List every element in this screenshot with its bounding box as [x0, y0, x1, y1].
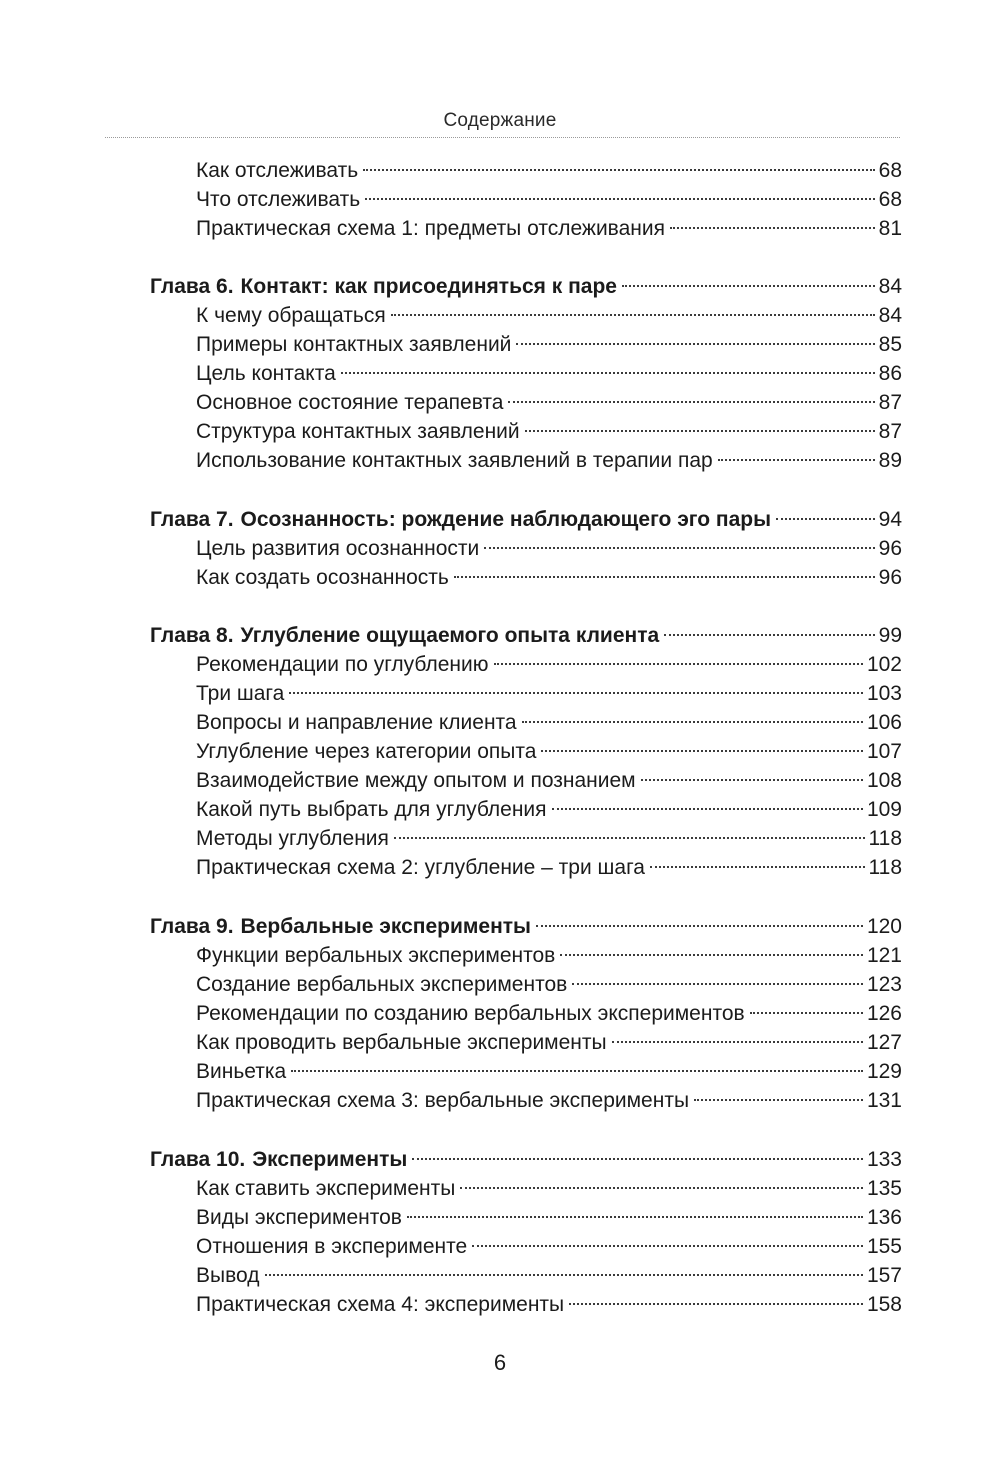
- toc-entry: [196, 1261, 902, 1291]
- toc-entry: [196, 301, 902, 331]
- toc-page-number: 84: [878, 304, 902, 327]
- dot-leader: [265, 1274, 863, 1276]
- toc-page-number: 96: [878, 537, 902, 560]
- toc-entry: [196, 214, 902, 244]
- dot-leader: [522, 721, 863, 723]
- chapter-title: Контакт: как присоединяться к паре: [240, 275, 617, 298]
- toc-entry-title: [150, 621, 659, 651]
- toc-page-number: 123: [866, 973, 902, 996]
- toc-page-number: 133: [866, 1148, 902, 1171]
- toc-entry-title: Как отслеживать: [196, 159, 359, 182]
- dot-leader: [641, 779, 863, 781]
- toc-chapter-entry: [150, 505, 902, 535]
- toc-entry-title: Практическая схема 2: углубление – три шага: [196, 856, 645, 879]
- toc-entry: [196, 1174, 902, 1204]
- toc-entry-title: Цель контакта: [196, 362, 336, 385]
- toc-entry-title: Как проводить вербальные эксперименты: [196, 1031, 607, 1054]
- toc-page-number: 118: [868, 827, 902, 850]
- chapter-title: Вербальные эксперименты: [240, 915, 531, 938]
- toc-entry-title: Виньетка: [196, 1060, 287, 1083]
- toc-entry: [196, 970, 902, 1000]
- toc-page-number: 118: [868, 856, 902, 879]
- dot-leader: [407, 1216, 863, 1218]
- toc-entry-title: [150, 272, 617, 302]
- dot-leader: [750, 1012, 863, 1014]
- toc-page-number: 126: [866, 1002, 902, 1025]
- chapter-number: Глава 9.: [150, 915, 234, 938]
- dot-leader: [484, 547, 874, 549]
- dot-leader: [291, 1070, 863, 1072]
- dot-leader: [508, 401, 874, 403]
- dot-leader: [525, 430, 875, 432]
- toc-entry-title: Рекомендации по углублению: [196, 653, 489, 676]
- toc-page-number: 129: [866, 1060, 902, 1083]
- dot-leader: [650, 866, 865, 868]
- toc-page-number: 103: [866, 682, 902, 705]
- toc-page-number: 94: [878, 508, 902, 531]
- toc-page-number: 155: [866, 1235, 902, 1258]
- dot-leader: [694, 1099, 863, 1101]
- toc-page-number: 120: [866, 915, 902, 938]
- running-header: Содержание: [443, 110, 557, 131]
- dot-leader: [536, 925, 863, 927]
- toc-page-number: 131: [866, 1089, 902, 1112]
- toc-entry-title: Основное состояние терапевта: [196, 391, 504, 414]
- toc-page-number: 136: [866, 1206, 902, 1229]
- toc-chapter-entry: [150, 1145, 902, 1175]
- toc-entry: [196, 650, 902, 680]
- toc-entry-title: Виды экспериментов: [196, 1206, 402, 1229]
- toc-entry: [196, 563, 902, 593]
- toc-page-number: 121: [866, 944, 902, 967]
- toc-entry: [196, 359, 902, 389]
- chapter-title: Углубление ощущаемого опыта клиента: [240, 624, 660, 647]
- dot-leader: [718, 459, 875, 461]
- toc-entry: [196, 1086, 902, 1116]
- toc-page-number: 87: [878, 420, 902, 443]
- dot-leader: [391, 314, 875, 316]
- toc-entry-title: Практическая схема 1: предметы отслеживания: [196, 217, 665, 240]
- toc-entry: [196, 1028, 902, 1058]
- toc-chapter-entry: [150, 272, 902, 302]
- toc-chapter-entry: [150, 912, 902, 942]
- toc-entry-title: К чему обращаться: [196, 304, 386, 327]
- toc-page-number: 87: [878, 391, 902, 414]
- toc-entry: [196, 185, 902, 215]
- dot-leader: [365, 198, 874, 200]
- toc-entry-title: Структура контактных заявлений: [196, 420, 520, 443]
- dot-leader: [516, 343, 874, 345]
- toc-entry-title: Что отслеживать: [196, 188, 361, 211]
- dot-leader: [363, 169, 874, 171]
- dot-leader: [622, 285, 875, 287]
- toc-page-number: 127: [866, 1031, 902, 1054]
- toc-entry: [196, 853, 902, 883]
- toc-page-number: 84: [878, 275, 902, 298]
- toc-entry: [196, 1057, 902, 1087]
- toc-entry: [196, 795, 902, 825]
- chapter-title: Эксперименты: [252, 1148, 408, 1171]
- toc-entry-title: Взаимодействие между опытом и познанием: [196, 769, 636, 792]
- toc-entry-title: Методы углубления: [196, 827, 389, 850]
- toc-entry: [196, 534, 902, 564]
- dot-leader: [560, 954, 863, 956]
- dot-leader: [460, 1187, 863, 1189]
- toc-page-number: 81: [878, 217, 902, 240]
- toc-page-number: 109: [866, 798, 902, 821]
- toc-entry: [196, 156, 902, 186]
- dot-leader: [552, 808, 863, 810]
- toc-entry: [196, 446, 902, 476]
- toc-page-number: 85: [878, 333, 902, 356]
- dot-leader: [494, 663, 863, 665]
- toc-page-number: 89: [878, 449, 902, 472]
- dot-leader: [670, 227, 875, 229]
- toc-entry-title: Отношения в эксперименте: [196, 1235, 468, 1258]
- dot-leader: [569, 1303, 863, 1305]
- toc-entry-title: Три шага: [196, 682, 285, 705]
- chapter-number: Глава 10.: [150, 1148, 246, 1171]
- toc-entry-title: Функции вербальных экспериментов: [196, 944, 556, 967]
- toc-page-number: 102: [866, 653, 902, 676]
- toc-entry-title: Использование контактных заявлений в терапии пар: [196, 449, 713, 472]
- toc-entry: [196, 824, 902, 854]
- toc-page-number: 108: [866, 769, 902, 792]
- toc-entry-title: Создание вербальных экспериментов: [196, 973, 568, 996]
- toc-page-number: 68: [878, 188, 902, 211]
- toc-page-number: 106: [866, 711, 902, 734]
- chapter-number: Глава 6.: [150, 275, 234, 298]
- toc-entry: [196, 999, 902, 1029]
- toc-entry: [196, 737, 902, 767]
- toc-entry-title: Рекомендации по созданию вербальных экспериментов: [196, 1002, 745, 1025]
- dot-leader: [394, 837, 865, 839]
- toc-entry-title: Вывод: [196, 1264, 260, 1287]
- dot-leader: [341, 372, 875, 374]
- dot-leader: [572, 983, 863, 985]
- toc-entry-title: Какой путь выбрать для углубления: [196, 798, 547, 821]
- toc-page-number: 158: [866, 1293, 902, 1316]
- toc-entry: [196, 766, 902, 796]
- chapter-number: Глава 7.: [150, 508, 234, 531]
- toc-entry-title: Как ставить эксперименты: [196, 1177, 456, 1200]
- dot-leader: [612, 1041, 863, 1043]
- toc-entry: [196, 417, 902, 447]
- toc-page-number: 86: [878, 362, 902, 385]
- toc-entry: [196, 1203, 902, 1233]
- dot-leader: [412, 1158, 863, 1160]
- toc-entry-title: Цель развития осознанности: [196, 537, 480, 560]
- toc-entry-title: Как создать осознанность: [196, 566, 449, 589]
- toc-page-number: 135: [866, 1177, 902, 1200]
- dot-leader: [454, 576, 875, 578]
- toc-entry-title: Углубление через категории опыта: [196, 740, 537, 763]
- toc-page-number: 96: [878, 566, 902, 589]
- chapter-number: Глава 8.: [150, 624, 234, 647]
- toc-entry: [196, 708, 902, 738]
- toc-entry: [196, 330, 902, 360]
- page-number: 6: [493, 1350, 507, 1375]
- dot-leader: [664, 634, 874, 636]
- toc-page-number: 68: [878, 159, 902, 182]
- toc-entry-title: [150, 912, 531, 942]
- dot-leader: [289, 692, 863, 694]
- toc-entry-title: Практическая схема 3: вербальные эксперименты: [196, 1089, 690, 1112]
- toc-page-number: 107: [866, 740, 902, 763]
- toc-entry: [196, 1232, 902, 1262]
- toc-entry: [196, 1290, 902, 1320]
- toc-chapter-entry: [150, 621, 902, 651]
- toc-entry-title: [150, 505, 771, 535]
- dot-leader: [541, 750, 863, 752]
- toc-entry-title: Примеры контактных заявлений: [196, 333, 512, 356]
- dot-leader: [776, 518, 875, 520]
- toc-entry-title: [150, 1145, 407, 1175]
- toc-entry: [196, 679, 902, 709]
- chapter-title: Осознанность: рождение наблюдающего эго пары: [240, 508, 772, 531]
- dot-leader: [472, 1245, 863, 1247]
- toc-entry-title: Практическая схема 4: эксперименты: [196, 1293, 565, 1316]
- toc-entry-title: Вопросы и направление клиента: [196, 711, 517, 734]
- toc-entry: [196, 941, 902, 971]
- toc-entry: [196, 388, 902, 418]
- toc-page-number: 99: [878, 624, 902, 647]
- toc-page-number: 157: [866, 1264, 902, 1287]
